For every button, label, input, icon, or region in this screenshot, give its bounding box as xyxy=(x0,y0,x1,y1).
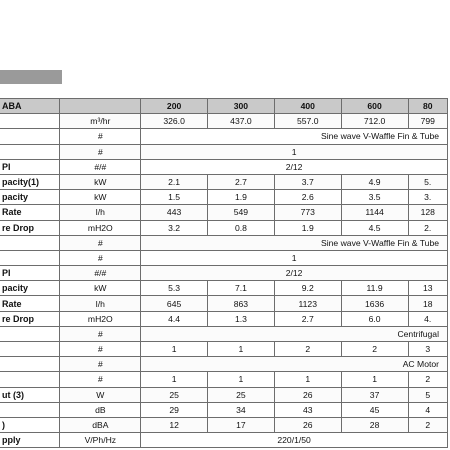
value-cell: 799 xyxy=(408,114,448,129)
row-unit: dBA xyxy=(60,417,141,432)
merged-value-cell: 2/12 xyxy=(141,159,448,174)
header-unit xyxy=(60,99,141,114)
table-row xyxy=(0,433,448,448)
value-cell: 4 xyxy=(408,402,448,417)
value-cell: 1 xyxy=(141,372,208,387)
value-cell: 645 xyxy=(141,296,208,311)
row-unit: dB xyxy=(60,402,141,417)
table-header-row xyxy=(0,99,448,114)
value-cell: 1144 xyxy=(341,205,408,220)
row-label xyxy=(0,326,60,341)
value-cell: 5. xyxy=(408,174,448,189)
row-unit: # xyxy=(60,144,141,159)
value-cell: 2.6 xyxy=(274,190,341,205)
row-label xyxy=(0,372,60,387)
value-cell: 6.0 xyxy=(341,311,408,326)
header-model-size: 400 xyxy=(274,99,341,114)
value-cell: 3.5 xyxy=(341,190,408,205)
value-cell: 1 xyxy=(141,342,208,357)
row-unit: # xyxy=(60,235,141,250)
value-cell: 2 xyxy=(408,372,448,387)
value-cell: 128 xyxy=(408,205,448,220)
table-row xyxy=(0,296,448,311)
row-label: pacity xyxy=(0,281,60,296)
row-unit: W xyxy=(60,387,141,402)
merged-value-cell: 2/12 xyxy=(141,266,448,281)
row-label: pply xyxy=(0,433,60,448)
value-cell: 12 xyxy=(141,417,208,432)
value-cell: 712.0 xyxy=(341,114,408,129)
table-row xyxy=(0,402,448,417)
value-cell: 4.4 xyxy=(141,311,208,326)
table-row xyxy=(0,266,448,281)
header-model-size: 80 xyxy=(408,99,448,114)
table-row xyxy=(0,159,448,174)
value-cell: 2.7 xyxy=(274,311,341,326)
row-label xyxy=(0,129,60,144)
value-cell: 26 xyxy=(274,417,341,432)
row-unit: # xyxy=(60,357,141,372)
merged-value-cell: Sine wave V-Waffle Fin & Tube xyxy=(141,129,448,144)
value-cell: 2 xyxy=(408,417,448,432)
row-unit: l/h xyxy=(60,205,141,220)
row-label xyxy=(0,357,60,372)
value-cell: 18 xyxy=(408,296,448,311)
value-cell: 0.8 xyxy=(208,220,275,235)
value-cell: 2.1 xyxy=(141,174,208,189)
value-cell: 2 xyxy=(274,342,341,357)
row-unit: l/h xyxy=(60,296,141,311)
value-cell: 1 xyxy=(208,342,275,357)
row-label xyxy=(0,402,60,417)
value-cell: 4. xyxy=(408,311,448,326)
row-label: ) xyxy=(0,417,60,432)
specification-table xyxy=(0,98,448,448)
table-row xyxy=(0,281,448,296)
merged-value-cell: 1 xyxy=(141,250,448,265)
table-row xyxy=(0,220,448,235)
row-unit: kW xyxy=(60,281,141,296)
value-cell: 43 xyxy=(274,402,341,417)
table-row xyxy=(0,372,448,387)
table-row xyxy=(0,311,448,326)
header-model-size: 300 xyxy=(208,99,275,114)
row-unit: kW xyxy=(60,190,141,205)
value-cell: 4.9 xyxy=(341,174,408,189)
value-cell: 1 xyxy=(208,372,275,387)
value-cell: 2. xyxy=(408,220,448,235)
value-cell: 25 xyxy=(208,387,275,402)
row-label: pacity(1) xyxy=(0,174,60,189)
header-model-label: ABA xyxy=(0,99,60,114)
header-model-size: 200 xyxy=(141,99,208,114)
table-row xyxy=(0,250,448,265)
value-cell: 326.0 xyxy=(141,114,208,129)
table-row xyxy=(0,342,448,357)
value-cell: 13 xyxy=(408,281,448,296)
value-cell: 37 xyxy=(341,387,408,402)
row-label: Rate xyxy=(0,296,60,311)
value-cell: 3.7 xyxy=(274,174,341,189)
value-cell: 437.0 xyxy=(208,114,275,129)
row-label: re Drop xyxy=(0,220,60,235)
table-row xyxy=(0,235,448,250)
table-row xyxy=(0,387,448,402)
value-cell: 17 xyxy=(208,417,275,432)
value-cell: 25 xyxy=(141,387,208,402)
row-unit: mH2O xyxy=(60,311,141,326)
row-unit: #/# xyxy=(60,266,141,281)
row-unit: # xyxy=(60,326,141,341)
row-label: PI xyxy=(0,266,60,281)
value-cell: 1 xyxy=(274,372,341,387)
value-cell: 28 xyxy=(341,417,408,432)
table-row xyxy=(0,144,448,159)
merged-value-cell: Sine wave V-Waffle Fin & Tube xyxy=(141,235,448,250)
row-label xyxy=(0,342,60,357)
value-cell: 34 xyxy=(208,402,275,417)
value-cell: 557.0 xyxy=(274,114,341,129)
table-row xyxy=(0,174,448,189)
table-row xyxy=(0,190,448,205)
row-label: ut (3) xyxy=(0,387,60,402)
value-cell: 26 xyxy=(274,387,341,402)
value-cell: 7.1 xyxy=(208,281,275,296)
row-unit: # xyxy=(60,372,141,387)
value-cell: 5.3 xyxy=(141,281,208,296)
merged-value-cell: 1 xyxy=(141,144,448,159)
row-label: PI xyxy=(0,159,60,174)
merged-value-cell: Centrifugal xyxy=(141,326,448,341)
value-cell: 443 xyxy=(141,205,208,220)
value-cell: 4.5 xyxy=(341,220,408,235)
value-cell: 1.5 xyxy=(141,190,208,205)
row-label: pacity xyxy=(0,190,60,205)
merged-value-cell: 220/1/50 xyxy=(141,433,448,448)
row-label xyxy=(0,114,60,129)
value-cell: 29 xyxy=(141,402,208,417)
table-row xyxy=(0,205,448,220)
row-unit: mH2O xyxy=(60,220,141,235)
value-cell: 3.2 xyxy=(141,220,208,235)
value-cell: 2 xyxy=(341,342,408,357)
table-row xyxy=(0,129,448,144)
value-cell: 5 xyxy=(408,387,448,402)
row-label: re Drop xyxy=(0,311,60,326)
row-label xyxy=(0,144,60,159)
row-unit: m³/hr xyxy=(60,114,141,129)
value-cell: 863 xyxy=(208,296,275,311)
value-cell: 1.9 xyxy=(274,220,341,235)
header-model-size: 600 xyxy=(341,99,408,114)
row-unit: # xyxy=(60,342,141,357)
value-cell: 45 xyxy=(341,402,408,417)
value-cell: 3. xyxy=(408,190,448,205)
value-cell: 1.3 xyxy=(208,311,275,326)
value-cell: 773 xyxy=(274,205,341,220)
value-cell: 1636 xyxy=(341,296,408,311)
value-cell: 1 xyxy=(341,372,408,387)
section-title-bar xyxy=(0,70,62,84)
row-label xyxy=(0,235,60,250)
table-row xyxy=(0,357,448,372)
row-unit: V/Ph/Hz xyxy=(60,433,141,448)
row-unit: # xyxy=(60,250,141,265)
row-unit: kW xyxy=(60,174,141,189)
row-label xyxy=(0,250,60,265)
value-cell: 3 xyxy=(408,342,448,357)
value-cell: 2.7 xyxy=(208,174,275,189)
table-row xyxy=(0,114,448,129)
table-row xyxy=(0,326,448,341)
row-label: Rate xyxy=(0,205,60,220)
value-cell: 1.9 xyxy=(208,190,275,205)
value-cell: 549 xyxy=(208,205,275,220)
merged-value-cell: AC Motor xyxy=(141,357,448,372)
value-cell: 1123 xyxy=(274,296,341,311)
value-cell: 9.2 xyxy=(274,281,341,296)
value-cell: 11.9 xyxy=(341,281,408,296)
row-unit: #/# xyxy=(60,159,141,174)
row-unit: # xyxy=(60,129,141,144)
table-row xyxy=(0,417,448,432)
